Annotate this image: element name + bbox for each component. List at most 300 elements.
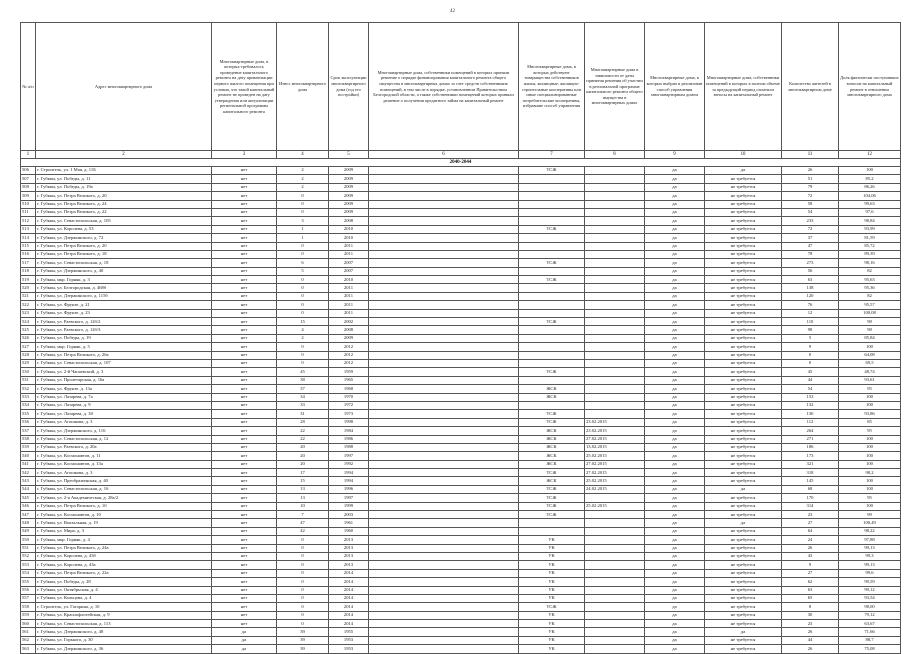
program-date-cell: [585, 183, 645, 191]
wear-cell: 20: [277, 460, 329, 468]
owners-decision-cell: [369, 569, 519, 577]
program-date-cell: [585, 276, 645, 284]
fees-paid-cell: не требуется: [705, 401, 782, 409]
fee-share-cell: 69,5: [839, 359, 901, 367]
program-date-cell: [585, 343, 645, 351]
program-date-cell: [585, 326, 645, 334]
repair-required-cell: нет: [212, 477, 277, 485]
management-form-cell: [519, 267, 585, 275]
fees-paid-cell: не требуется: [705, 527, 782, 535]
fees-paid-cell: не требуется: [705, 443, 782, 451]
residents-count-cell: 9: [782, 561, 839, 569]
management-implemented-cell: да: [645, 586, 705, 594]
program-date-cell: [585, 628, 645, 636]
wear-cell: 3: [277, 217, 329, 225]
wear-cell: 15: [277, 477, 329, 485]
address-cell: г. Губкин, ул. Горького, д. 30: [36, 636, 212, 644]
repair-required-cell: да: [212, 645, 277, 653]
management-form-cell: ТСЖ: [519, 502, 585, 510]
management-form-cell: УК: [519, 569, 585, 577]
header-cell: Многоквартирные дома в зависимости от даты принятия решения об участии в региональной программе капитального ремонта общего имущества в многоквартирных домах: [585, 23, 645, 151]
program-date-cell: [585, 200, 645, 208]
owners-decision-cell: [369, 536, 519, 544]
management-implemented-cell: да: [645, 620, 705, 628]
repair-required-cell: нет: [212, 318, 277, 326]
program-date-cell: 27.02.2015: [585, 435, 645, 443]
table-row: [21, 410, 901, 418]
owners-decision-cell: [369, 359, 519, 367]
program-date-cell: 13.02.2015: [585, 443, 645, 451]
wear-cell: 42: [277, 527, 329, 535]
program-date-cell: [585, 594, 645, 602]
program-date-cell: [585, 318, 645, 326]
fee-share-cell: 89,39: [839, 250, 901, 258]
repair-required-cell: нет: [212, 183, 277, 191]
wear-cell: 17: [277, 469, 329, 477]
address-cell: г. Губкин, ул. Севастопольская, д. 16: [36, 485, 212, 493]
header-cell: Износ многоквартирного дома: [277, 23, 329, 151]
residents-count-cell: 27: [782, 519, 839, 527]
table-row: [21, 376, 901, 384]
wear-cell: 0: [277, 250, 329, 258]
residents-count-cell: 314: [782, 502, 839, 510]
management-form-cell: [519, 234, 585, 242]
column-number: 6: [369, 151, 519, 159]
repair-required-cell: нет: [212, 368, 277, 376]
residents-count-cell: 170: [782, 494, 839, 502]
construction-year-cell: 2014: [329, 611, 369, 619]
row-number-cell: 544: [21, 485, 36, 493]
table-row: [21, 586, 901, 594]
owners-decision-cell: [369, 376, 519, 384]
address-cell: г. Губкин, ул. Петра Великого, д. 24: [36, 200, 212, 208]
program-date-cell: 25.02.2015: [585, 502, 645, 510]
repair-required-cell: нет: [212, 578, 277, 586]
wear-cell: 20: [277, 452, 329, 460]
program-date-cell: 24.02.2015: [585, 485, 645, 493]
table-row: [21, 234, 901, 242]
repair-required-cell: нет: [212, 561, 277, 569]
management-form-cell: ТСЖ: [519, 259, 585, 267]
owners-decision-cell: [369, 427, 519, 435]
wear-cell: 37: [277, 385, 329, 393]
wear-cell: 0: [277, 192, 329, 200]
construction-year-cell: 1953: [329, 636, 369, 644]
wear-cell: 33: [277, 401, 329, 409]
program-date-cell: [585, 292, 645, 300]
table-row: [21, 485, 901, 493]
fees-paid-cell: не требуется: [705, 620, 782, 628]
construction-year-cell: 1998: [329, 418, 369, 426]
address-cell: г. Губкин, ул. Севастопольская, д. 18: [36, 259, 212, 267]
fee-share-cell: 99,59: [839, 578, 901, 586]
table-header-row: [21, 23, 901, 151]
fees-paid-cell: не требуется: [705, 578, 782, 586]
table-row: [21, 267, 901, 275]
wear-cell: 2: [277, 183, 329, 191]
fees-paid-cell: не требуется: [705, 418, 782, 426]
management-form-cell: ТСЖ: [519, 276, 585, 284]
wear-cell: 13: [277, 485, 329, 493]
residents-count-cell: 321: [782, 460, 839, 468]
management-implemented-cell: да: [645, 401, 705, 409]
repair-required-cell: нет: [212, 334, 277, 342]
repair-required-cell: нет: [212, 359, 277, 367]
repair-required-cell: нет: [212, 301, 277, 309]
fees-paid-cell: не требуется: [705, 359, 782, 367]
owners-decision-cell: [369, 318, 519, 326]
owners-decision-cell: [369, 334, 519, 342]
fee-share-cell: 100: [839, 485, 901, 493]
management-form-cell: ЖСК: [519, 427, 585, 435]
row-number-cell: 511: [21, 208, 36, 216]
management-implemented-cell: да: [645, 527, 705, 535]
wear-cell: 28: [277, 418, 329, 426]
owners-decision-cell: [369, 167, 519, 175]
management-form-cell: ЖСК: [519, 477, 585, 485]
table-row: [21, 242, 901, 250]
program-date-cell: [585, 544, 645, 552]
residents-count-cell: 138: [782, 284, 839, 292]
residents-count-cell: 43: [782, 552, 839, 560]
owners-decision-cell: [369, 250, 519, 258]
residents-count-cell: 26: [782, 628, 839, 636]
table-row: [21, 183, 901, 191]
address-cell: г. Губкин, ул. Петра Великого, д. 22а: [36, 569, 212, 577]
fee-share-cell: 71,66: [839, 628, 901, 636]
fee-share-cell: 100: [839, 401, 901, 409]
wear-cell: 0: [277, 359, 329, 367]
program-date-cell: [585, 368, 645, 376]
program-date-cell: [585, 301, 645, 309]
program-date-cell: [585, 309, 645, 317]
repair-required-cell: нет: [212, 326, 277, 334]
program-date-cell: [585, 494, 645, 502]
address-cell: г. Губкин, ул. Раевского, д. 20а: [36, 443, 212, 451]
row-number-cell: 536: [21, 418, 36, 426]
row-number-cell: 523: [21, 309, 36, 317]
management-form-cell: [519, 175, 585, 183]
management-form-cell: УК: [519, 645, 585, 653]
fee-share-cell: 99,3: [839, 552, 901, 560]
repair-required-cell: нет: [212, 284, 277, 292]
address-cell: г. Губкин, ул. Мира, д. 3: [36, 527, 212, 535]
period-row: [21, 159, 901, 167]
construction-year-cell: 1972: [329, 401, 369, 409]
management-implemented-cell: да: [645, 502, 705, 510]
address-cell: г. Губкин, ул. Победы, д. 19: [36, 334, 212, 342]
management-form-cell: [519, 200, 585, 208]
management-form-cell: [519, 217, 585, 225]
fees-paid-cell: не требуется: [705, 242, 782, 250]
table-row: [21, 502, 901, 510]
address-cell: г. Губкин, мкр. Горняк, д. 3: [36, 276, 212, 284]
management-form-cell: УК: [519, 594, 585, 602]
row-number-cell: 535: [21, 410, 36, 418]
fee-share-cell: 85,72: [839, 242, 901, 250]
repair-required-cell: нет: [212, 234, 277, 242]
program-date-cell: [585, 569, 645, 577]
construction-year-cell: 2008: [329, 326, 369, 334]
owners-decision-cell: [369, 385, 519, 393]
fees-paid-cell: не требуется: [705, 611, 782, 619]
owners-decision-cell: [369, 301, 519, 309]
management-implemented-cell: да: [645, 234, 705, 242]
row-number-cell: 550: [21, 536, 36, 544]
owners-decision-cell: [369, 410, 519, 418]
program-date-cell: [585, 552, 645, 560]
fees-paid-cell: не требуется: [705, 410, 782, 418]
address-cell: г. Губкин, ул. Дзержинского, д. 40: [36, 267, 212, 275]
management-form-cell: ЖСК: [519, 443, 585, 451]
row-number-cell: 563: [21, 645, 36, 653]
management-form-cell: [519, 250, 585, 258]
management-form-cell: ТСЖ: [519, 167, 585, 175]
repair-required-cell: нет: [212, 167, 277, 175]
construction-year-cell: 2012: [329, 343, 369, 351]
fee-share-cell: 85,84: [839, 334, 901, 342]
owners-decision-cell: [369, 192, 519, 200]
fee-share-cell: 88,7: [839, 636, 901, 644]
residents-count-cell: 76: [782, 301, 839, 309]
address-cell: г. Губкин, ул. Петра Великого, д. 10: [36, 502, 212, 510]
column-number: 3: [212, 151, 277, 159]
fee-share-cell: 93,61: [839, 376, 901, 384]
wear-cell: 0: [277, 208, 329, 216]
fee-share-cell: 48,74: [839, 368, 901, 376]
residents-count-cell: 26: [782, 645, 839, 653]
address-cell: г. Губкин, ул. Белгородская, д. 468б: [36, 284, 212, 292]
program-date-cell: 27.02.2015: [585, 460, 645, 468]
fees-paid-cell: не требуется: [705, 427, 782, 435]
table-row: [21, 318, 901, 326]
row-number-cell: 525: [21, 326, 36, 334]
fees-paid-cell: не требуется: [705, 217, 782, 225]
row-number-cell: 543: [21, 477, 36, 485]
wear-cell: 2: [277, 334, 329, 342]
program-date-cell: 25.02.2015: [585, 477, 645, 485]
management-implemented-cell: да: [645, 301, 705, 309]
management-form-cell: ТСЖ: [519, 318, 585, 326]
owners-decision-cell: [369, 259, 519, 267]
owners-decision-cell: [369, 460, 519, 468]
fees-paid-cell: не требуется: [705, 586, 782, 594]
management-implemented-cell: да: [645, 334, 705, 342]
fee-share-cell: 100: [839, 477, 901, 485]
residents-count-cell: 54: [782, 385, 839, 393]
owners-decision-cell: [369, 267, 519, 275]
management-form-cell: ЖСК: [519, 385, 585, 393]
fees-paid-cell: не требуется: [705, 469, 782, 477]
management-form-cell: ЖСК: [519, 393, 585, 401]
row-number-cell: 558: [21, 603, 36, 611]
owners-decision-cell: [369, 527, 519, 535]
program-date-cell: [585, 385, 645, 393]
owners-decision-cell: [369, 502, 519, 510]
fees-paid-cell: не требуется: [705, 183, 782, 191]
management-form-cell: [519, 309, 585, 317]
residents-count-cell: 44: [782, 376, 839, 384]
management-implemented-cell: да: [645, 435, 705, 443]
table-row: [21, 527, 901, 535]
row-number-cell: 524: [21, 318, 36, 326]
wear-cell: 0: [277, 603, 329, 611]
repair-required-cell: нет: [212, 292, 277, 300]
management-form-cell: [519, 284, 585, 292]
fee-share-cell: 64,08: [839, 351, 901, 359]
address-cell: г. Губкин, ул. Петра Великого, д. 20: [36, 192, 212, 200]
construction-year-cell: 2007: [329, 267, 369, 275]
fees-paid-cell: не требуется: [705, 175, 782, 183]
management-form-cell: ТСЖ: [519, 485, 585, 493]
address-cell: г. Губкин, ул. 2-й Чапаевский, д. 3: [36, 368, 212, 376]
program-date-cell: [585, 645, 645, 653]
row-number-cell: 539: [21, 443, 36, 451]
management-implemented-cell: да: [645, 569, 705, 577]
row-number-cell: 551: [21, 544, 36, 552]
management-form-cell: УК: [519, 628, 585, 636]
management-form-cell: УК: [519, 544, 585, 552]
fee-share-cell: 79,12: [839, 611, 901, 619]
wear-cell: 0: [277, 552, 329, 560]
management-implemented-cell: да: [645, 594, 705, 602]
construction-year-cell: 2010: [329, 276, 369, 284]
management-implemented-cell: да: [645, 225, 705, 233]
management-form-cell: ТСЖ: [519, 368, 585, 376]
table-row: [21, 208, 901, 216]
owners-decision-cell: [369, 636, 519, 644]
program-date-cell: [585, 267, 645, 275]
residents-count-cell: 112: [782, 418, 839, 426]
table-row: [21, 427, 901, 435]
fee-share-cell: 98,84: [839, 217, 901, 225]
fee-share-cell: 85: [839, 418, 901, 426]
owners-decision-cell: [369, 594, 519, 602]
management-form-cell: ТСЖ: [519, 511, 585, 519]
owners-decision-cell: [369, 494, 519, 502]
management-form-cell: [519, 301, 585, 309]
row-number-cell: 560: [21, 620, 36, 628]
repair-required-cell: нет: [212, 200, 277, 208]
address-cell: г. Губкин, ул. Космонавтов, д. 13а: [36, 460, 212, 468]
fee-share-cell: 100: [839, 343, 901, 351]
fee-share-cell: 95: [839, 427, 901, 435]
management-form-cell: УК: [519, 611, 585, 619]
address-cell: г. Губкин, ул. Октябрьская, д. 4: [36, 586, 212, 594]
program-date-cell: [585, 259, 645, 267]
residents-count-cell: 0: [782, 359, 839, 367]
repair-required-cell: нет: [212, 276, 277, 284]
program-date-cell: [585, 620, 645, 628]
fees-paid-cell: не требуется: [705, 636, 782, 644]
header-cell: Многоквартирные дома, в которых выбран и реализован способ управления многоквартирным домом: [645, 23, 705, 151]
program-date-cell: [585, 217, 645, 225]
management-implemented-cell: да: [645, 603, 705, 611]
residents-count-cell: 78: [782, 250, 839, 258]
management-form-cell: ЖСК: [519, 452, 585, 460]
table-row: [21, 343, 901, 351]
repair-required-cell: нет: [212, 552, 277, 560]
residents-count-cell: 72: [782, 225, 839, 233]
construction-year-cell: 2009: [329, 334, 369, 342]
row-number-cell: 522: [21, 301, 36, 309]
address-cell: г. Губкин, ул. Лазарева, д. 9: [36, 401, 212, 409]
construction-year-cell: 2003: [329, 511, 369, 519]
management-form-cell: [519, 401, 585, 409]
management-implemented-cell: да: [645, 628, 705, 636]
residents-count-cell: 37: [782, 234, 839, 242]
program-date-cell: [585, 578, 645, 586]
program-date-cell: [585, 376, 645, 384]
construction-year-cell: 2011: [329, 242, 369, 250]
table-row: [21, 561, 901, 569]
residents-count-cell: 264: [782, 427, 839, 435]
row-number-cell: 508: [21, 183, 36, 191]
residents-count-cell: 79: [782, 183, 839, 191]
repair-required-cell: да: [212, 636, 277, 644]
construction-year-cell: 2009: [329, 208, 369, 216]
management-implemented-cell: да: [645, 536, 705, 544]
residents-count-cell: 98: [782, 326, 839, 334]
repair-required-cell: нет: [212, 494, 277, 502]
management-implemented-cell: да: [645, 427, 705, 435]
repair-required-cell: нет: [212, 443, 277, 451]
table-row: [21, 292, 901, 300]
fee-share-cell: 95,63: [839, 276, 901, 284]
fee-share-cell: 95,57: [839, 301, 901, 309]
fees-paid-cell: да: [705, 519, 782, 527]
wear-cell: 39: [277, 636, 329, 644]
wear-cell: 0: [277, 611, 329, 619]
management-implemented-cell: да: [645, 611, 705, 619]
address-cell: г. Губкин, ул. Победы, д. 28: [36, 578, 212, 586]
row-number-cell: 537: [21, 427, 36, 435]
fee-share-cell: 93,54: [839, 594, 901, 602]
table-row: [21, 175, 901, 183]
residents-count-cell: 8: [782, 603, 839, 611]
management-form-cell: [519, 208, 585, 216]
management-implemented-cell: да: [645, 485, 705, 493]
management-form-cell: ЖСК: [519, 435, 585, 443]
row-number-cell: 506: [21, 167, 36, 175]
management-implemented-cell: да: [645, 167, 705, 175]
owners-decision-cell: [369, 225, 519, 233]
row-number-cell: 529: [21, 359, 36, 367]
program-date-cell: [585, 242, 645, 250]
program-date-cell: [585, 586, 645, 594]
address-cell: г. Губкин, ул. Фрунзе, д. 13а: [36, 385, 212, 393]
program-date-cell: [585, 603, 645, 611]
residents-count-cell: 64: [782, 527, 839, 535]
address-cell: г. Губкин, ул. Дзержинского, д. 115б: [36, 292, 212, 300]
residents-count-cell: 72: [782, 192, 839, 200]
management-implemented-cell: да: [645, 443, 705, 451]
address-cell: г. Губкин, ул. Преображенская, д. 40: [36, 477, 212, 485]
address-cell: г. Губкин, ул. Кольцова, д. 4: [36, 594, 212, 602]
fee-share-cell: 104,06: [839, 192, 901, 200]
wear-cell: 0: [277, 586, 329, 594]
construction-year-cell: 2013: [329, 536, 369, 544]
construction-year-cell: 2014: [329, 578, 369, 586]
wear-cell: 0: [277, 309, 329, 317]
management-implemented-cell: да: [645, 326, 705, 334]
column-number: 10: [705, 151, 782, 159]
management-form-cell: ТСЖ: [519, 494, 585, 502]
repair-required-cell: нет: [212, 519, 277, 527]
management-form-cell: УК: [519, 552, 585, 560]
address-cell: г. Губкин, ул. Севастопольская, д. 12: [36, 435, 212, 443]
construction-year-cell: 2012: [329, 359, 369, 367]
